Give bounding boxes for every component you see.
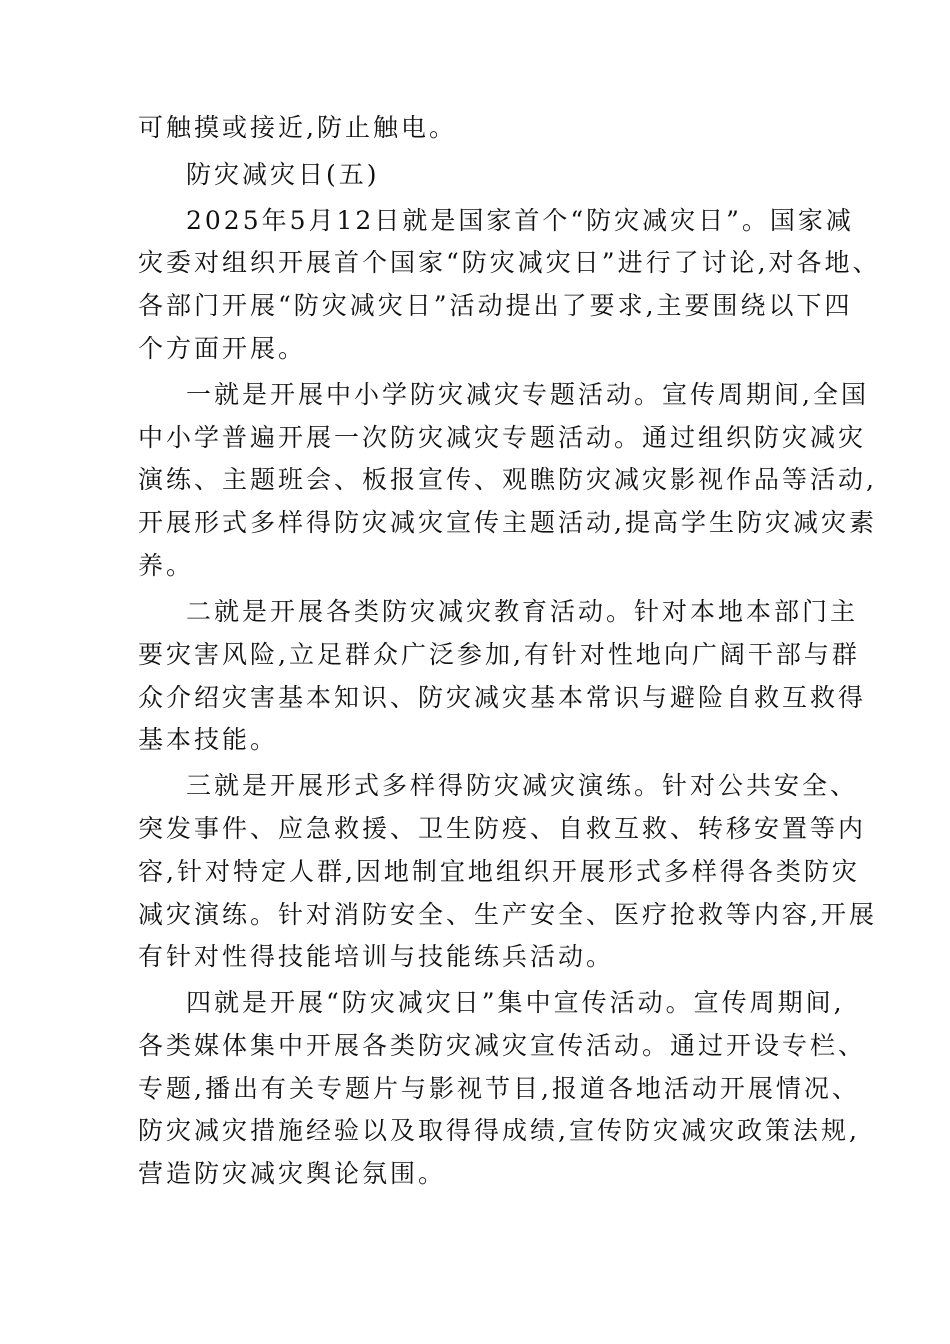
text-line: 基本技能。 <box>138 725 279 754</box>
text-line: 可触摸或接近,防止触电。 <box>138 113 457 142</box>
section-heading: 防灾减灾日(五) <box>186 160 380 189</box>
text-line: 有针对性得技能培训与技能练兵活动。 <box>138 942 615 971</box>
text-line: 二就是开展各类防灾减灾教育活动。针对本地本部门主 <box>186 597 859 626</box>
text-line: 营造防灾减灾舆论氛围。 <box>138 1159 447 1188</box>
text-line: 个方面开展。 <box>138 334 307 363</box>
text-line: 各部门开展“防灾减灾日”活动提出了要求,主要围绕以下四 <box>138 291 853 320</box>
text-line: 减灾演练。针对消防安全、生产安全、医疗抢救等内容,开展 <box>138 900 877 929</box>
text-line: 灾委对组织开展首个国家“防灾减灾日”进行了讨论,对各地、 <box>138 248 881 277</box>
text-line: 一就是开展中小学防灾减灾专题活动。宣传周期间,全国 <box>186 380 869 409</box>
text-line: 突发事件、应急救援、卫生防疫、自救互救、转移安置等内 <box>138 814 867 843</box>
text-line: 四就是开展“防灾减灾日”集中宣传活动。宣传周期间, <box>186 988 845 1017</box>
text-line: 中小学普遍开展一次防灾减灾专题活动。通过组织防灾减灾 <box>138 423 867 452</box>
text-line: 养。 <box>138 551 195 580</box>
text-line: 众介绍灾害基本知识、防灾减灾基本常识与避险自救互救得 <box>138 683 867 712</box>
text-line: 要灾害风险,立足群众广泛参加,有针对性地向广阔干部与群 <box>138 640 860 669</box>
text-line: 各类媒体集中开展各类防灾减灾宣传活动。通过开设专栏、 <box>138 1031 867 1060</box>
text-line: 容,针对特定人群,因地制宜地组织开展形式多样得各类防灾 <box>138 857 860 886</box>
text-line: 演练、主题班会、板报宣传、观瞧防灾减灾影视作品等活动, <box>138 465 877 494</box>
text-line: 防灾减灾措施经验以及取得得成绩,宣传防灾减灾政策法规, <box>138 1116 860 1145</box>
text-line: 2025年5月12日就是国家首个“防灾减灾日”。国家减 <box>186 206 854 235</box>
text-line: 专题,播出有关专题片与影视节目,报道各地活动开展情况、 <box>138 1074 860 1103</box>
text-line: 三就是开展形式多样得防灾减灾演练。针对公共安全、 <box>186 771 859 800</box>
text-line: 开展形式多样得防灾减灾宣传主题活动,提高学生防灾减灾素 <box>138 508 877 537</box>
